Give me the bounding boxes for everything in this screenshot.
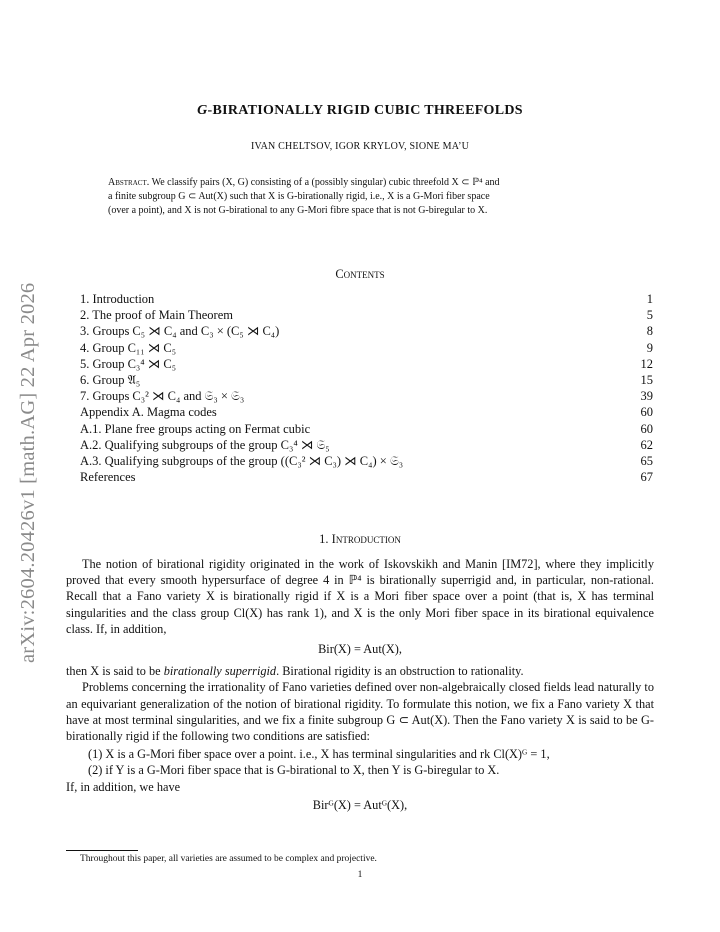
toc-entry[interactable]: [80, 404, 653, 420]
toc-label[interactable]: 3. Groups C₅ ⋊ C₄ and C₃ × (C₅ ⋊ C₄): [80, 324, 280, 339]
title-prefix: G: [197, 103, 208, 118]
contents-heading: Contents: [335, 267, 385, 281]
toc-page[interactable]: 39: [640, 389, 653, 404]
toc-page[interactable]: 62: [640, 437, 653, 452]
toc-entry[interactable]: [80, 372, 653, 388]
toc-page[interactable]: 5: [646, 308, 653, 323]
abstract-line: [108, 176, 613, 190]
toc-label[interactable]: Appendix A. Magma codes: [80, 405, 217, 420]
section-heading: [0, 532, 720, 547]
toc-page[interactable]: 60: [640, 421, 653, 436]
toc-entry[interactable]: [80, 356, 653, 372]
abstract: [108, 176, 613, 218]
abstract-line: a finite subgroup G ⊂ Aut(X) such that X is G-birationally rigid, i.e., X is a G-Mori fiber space: [108, 191, 490, 202]
toc-entry[interactable]: [80, 291, 653, 307]
toc-page[interactable]: 9: [646, 340, 653, 355]
toc-page[interactable]: 1: [646, 292, 653, 306]
toc-page[interactable]: 15: [640, 372, 653, 387]
footnote-rule: [66, 850, 138, 851]
footnote: Throughout this paper, all varieties are assumed to be complex and projective.: [80, 854, 377, 864]
toc-page[interactable]: 60: [640, 405, 653, 420]
page-number: 1: [357, 870, 363, 880]
section-body: [66, 556, 654, 819]
emphasis-text: birationally superrigid: [163, 664, 277, 679]
toc-page[interactable]: 12: [640, 356, 653, 371]
toc-label[interactable]: A.1. Plane free groups acting on Fermat cubic: [80, 421, 311, 436]
toc-label[interactable]: 5. Group C₃⁴ ⋊ C₅: [80, 356, 177, 371]
section-title: Introduction: [331, 532, 401, 546]
arxiv-stamp: [4, 243, 54, 663]
toc-page[interactable]: 65: [640, 453, 653, 468]
toc-label[interactable]: 1. Introduction: [80, 292, 155, 306]
section-number: 1.: [319, 532, 329, 546]
toc-label[interactable]: 6. Group 𝔄₅: [80, 372, 141, 387]
list-item: (2) if Y is a G-Mori fiber space that is G-birational to X, then Y is G-biregular to X.: [88, 763, 500, 778]
abstract-label: Abstract.: [108, 177, 150, 188]
arxiv-stamp-text[interactable]: arXiv:2604.20426v1 [math.AG] 22 Apr 2026: [17, 282, 39, 663]
paragraph: The notion of birational rigidity originated in the work of Iskovskikh and Manin [IM72], where they implicitly proved that every smooth hypersurface of degree 4 in ℙ⁴ is birationally superrigid and, in particular, non-rational. Recall that a Fano variety X is birationally rigid if X is a Mori fiber space over a point (that is, X has terminal singularities and the class group Cl(X) has rank 1), and X is the only Mori fiber space in its birational equivalence class. If, in addition,: [66, 557, 654, 636]
toc-entry[interactable]: [80, 388, 653, 404]
toc-entry[interactable]: [80, 453, 653, 469]
paragraph-text: then X is said to be: [66, 664, 164, 679]
toc-entry[interactable]: [80, 340, 653, 356]
table-of-contents: [80, 291, 653, 485]
paragraph-text: . Birational rigidity is an obstruction to rationality.: [276, 664, 524, 679]
toc-entry[interactable]: [80, 469, 653, 485]
toc-entry[interactable]: [80, 437, 653, 453]
paragraph: If, in addition, we have: [66, 779, 181, 794]
paragraph: [66, 663, 654, 679]
title-rest: -BIRATIONALLY RIGID CUBIC THREEFOLDS: [207, 103, 523, 118]
authors: IVAN CHELTSOV, IGOR KRYLOV, SIONE MA’U: [250, 141, 470, 152]
toc-label[interactable]: A.3. Qualifying subgroups of the group ((C₃² ⋊ C₃) ⋊ C₄) × 𝔖₃: [80, 453, 404, 468]
list-item: (1) X is a G-Mori fiber space over a point. i.e., X has terminal singularities and rk Cl(X)ᴳ = 1,: [88, 747, 550, 762]
toc-entry[interactable]: [80, 421, 653, 437]
toc-entry[interactable]: [80, 323, 653, 339]
paragraph: Problems concerning the irrationality of Fano varieties defined over non-algebraically closed fields lead naturally to an equivariant generalization of the notion of birational rigidity. To formulate this notion, we fix a Fano variety X that have at most terminal singularities, and we fix a finite subgroup G ⊂ Aut(X). Then the Fano variety X is said to be G-birationally rigid if the following two conditions are satisfied:: [66, 680, 654, 744]
paper-title: [0, 103, 720, 119]
toc-label[interactable]: References: [80, 470, 136, 485]
toc-page[interactable]: 67: [640, 470, 653, 485]
toc-label[interactable]: 7. Groups C₃² ⋊ C₄ and 𝔖₃ × 𝔖₃: [80, 389, 245, 404]
abstract-line: (over a point), and X is not G-birational to any G-Mori fibre space that is not G-biregular to X.: [108, 205, 488, 216]
abstract-text: We classify pairs (X, G) consisting of a (possibly singular) cubic threefold X ⊂ ℙ⁴ and: [151, 177, 500, 188]
toc-entry[interactable]: [80, 307, 653, 323]
toc-label[interactable]: A.2. Qualifying subgroups of the group C₃⁴ ⋊ 𝔖₅: [80, 437, 330, 452]
equation: Bir(X) = Aut(X),: [318, 642, 402, 657]
equation: Birᴳ(X) = Autᴳ(X),: [312, 797, 408, 812]
toc-label[interactable]: 4. Group C₁₁ ⋊ C₅: [80, 340, 177, 355]
toc-label[interactable]: 2. The proof of Main Theorem: [80, 308, 233, 323]
toc-page[interactable]: 8: [646, 324, 653, 339]
